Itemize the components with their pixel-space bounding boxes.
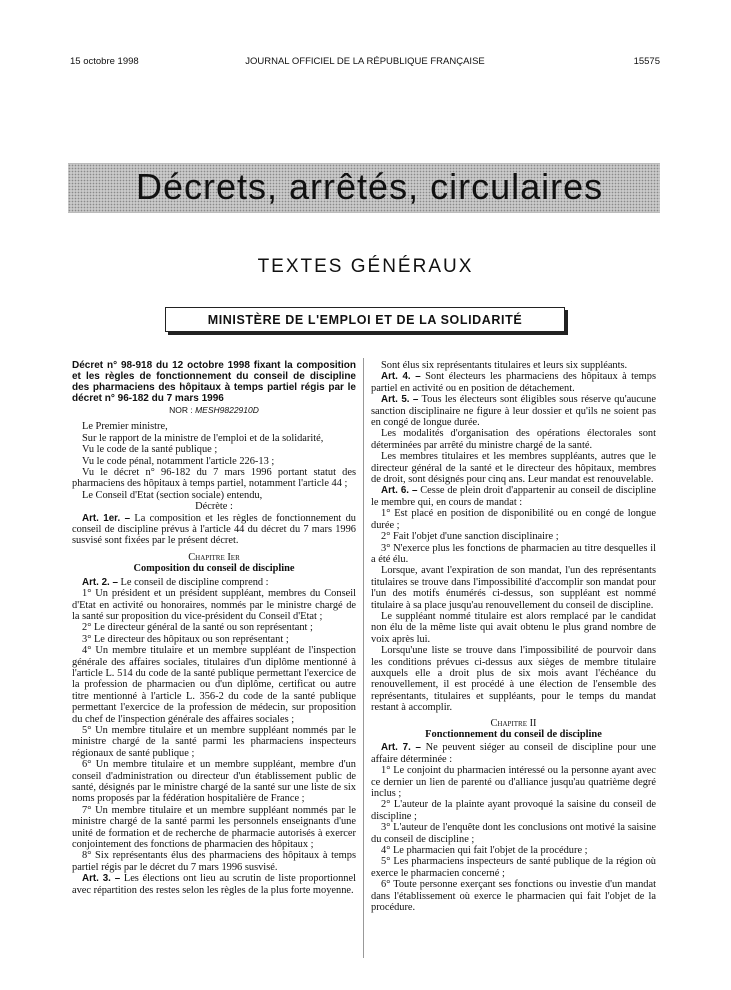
decrete-line: Décrète : (195, 501, 233, 513)
chapter-label: Chapitre II (490, 717, 537, 729)
article-text: Les élections ont lieu au scrutin de liste proportionnel avec répartition des restes selon les règles de la plus forte moyenne. (72, 873, 356, 896)
article-5 (371, 394, 656, 428)
article-label: Art. 1er. – (82, 512, 131, 524)
article-1 (72, 513, 356, 547)
preamble-line: Vu le décret n° 96-182 du 7 mars 1996 portant statut des pharmaciens des hôpitaux à temps partiel, notamment l'article 44 ; (72, 467, 356, 490)
list-item: 2° Fait l'objet d'une sanction disciplinaire ; (381, 531, 559, 543)
ministry-title: MINISTÈRE DE L'EMPLOI ET DE LA SOLIDARITÉ (207, 312, 523, 327)
article-label: Art. 7. – (381, 742, 422, 754)
ministry-box (165, 307, 565, 332)
paragraph: Lorsqu'une liste se trouve dans l'impossibilité de pourvoir dans les conditions prévues ci-dessus aux sièges de membre titulaire auxquels elle a droit plus de six mois avant l'échéance du renouvellement, il est procédé à une élection de l'ensemble des représentants, titulaires et suppléants, pour le temps du mandat restant à accomplir. (371, 645, 656, 714)
chapter-title: Fonctionnement du conseil de discipline (425, 729, 602, 740)
article-label: Art. 6. – (381, 485, 418, 497)
paragraph: Le suppléant nommé titulaire est alors remplacé par le candidat non élu de la même liste qui avait obtenu le plus grand nombre de voix après lui. (371, 610, 656, 645)
nor-value: MESH9822910D (195, 405, 259, 415)
article-text: Ne peuvent siéger au conseil de discipline pour une affaire déterminée : (371, 742, 657, 765)
paragraph: Lorsque, avant l'expiration de son mandat, l'un des représentants titulaires se trouve dans l'impossibilité d'accomplir son mandat pour l'un des motifs énumérés ci-dessus, son suppléant est nommé titulaire à sa place jusqu'au renouvellement du conseil de discipline. (371, 565, 656, 611)
article-3 (72, 873, 356, 896)
article-text: Tous les électeurs sont éligibles sous réserve qu'aucune sanction disciplinaire ne figure à leur dossier et qu'ils ne soient pas en congé de longue durée. (371, 394, 656, 429)
preamble-line: Vu le code pénal, notamment l'article 226-13 ; (82, 455, 275, 467)
list-item: 3° N'exerce plus les fonctions de pharmacien au titre desquelles il a été élu. (371, 542, 656, 565)
section-title: TEXTES GÉNÉRAUX (257, 256, 474, 277)
article-label: Art. 2. – (82, 576, 118, 588)
article-text: Le conseil de discipline comprend : (120, 576, 269, 588)
preamble-line: Le Premier ministre, (82, 421, 168, 433)
list-item: 2° Le directeur général de la santé ou son représentant ; (82, 622, 313, 634)
list-item: 4° Le pharmacien qui fait l'objet de la procédure ; (381, 845, 588, 857)
banner-title: Décrets, arrêtés, circulaires (136, 166, 604, 207)
right-column (371, 360, 656, 914)
column-divider (363, 358, 364, 958)
article-label: Art. 4. – (381, 371, 421, 383)
list-item: 1° Le conjoint du pharmacien intéressé ou la personne ayant avec ce dernier un lien de parenté ou d'alliance jusqu'au quatrième degré inclus ; (371, 765, 656, 800)
list-item: 5° Un membre titulaire et un membre suppléant nommés par le ministre chargé de la santé parmi les pharmaciens inspecteurs régionaux de santé publique ; (72, 724, 356, 759)
preamble-line: Sur le rapport de la ministre de l'emploi et de la solidarité, (82, 432, 324, 444)
list-item: 6° Toute personne exerçant ses fonctions ou investie d'un mandat dans l'établissement où exerce le pharmacien qui fait l'objet de la procédure. (371, 879, 656, 914)
preamble-line: Vu le code de la santé publique ; (82, 444, 218, 456)
list-item: 1° Est placé en position de disponibilité ou en congé de longue durée ; (371, 508, 656, 531)
list-item: 3° Le directeur des hôpitaux ou son représentant ; (82, 633, 289, 645)
header-page-number: 15575 (633, 56, 660, 67)
list-item: 1° Un président et un président suppléant, membres du Conseil d'Etat en activité ou honoraires, nommés par le ministre chargé de la santé sur proposition du vice-président du Conseil d'Etat ; (72, 588, 356, 622)
list-item: 5° Les pharmaciens inspecteurs de santé publique de la région où exerce le pharmacien concerné ; (371, 856, 656, 879)
article-text: Sont électeurs les pharmaciens des hôpitaux à temps partiel en activité ou en position de détachement. (371, 371, 656, 394)
paragraph: Les modalités d'organisation des opérations électorales sont déterminées par arrêté du ministre chargé de la santé. (371, 428, 656, 451)
preamble-line: Le Conseil d'Etat (section sociale) entendu, (82, 489, 263, 501)
article-2 (72, 577, 356, 588)
article-text: La composition et les règles de fonctionnement du conseil de discipline prévus à l'article 44 du décret du 7 mars 1996 susvisé sont fixées par le présent décret. (72, 512, 356, 547)
decree-title: Décret n° 98-918 du 12 octobre 1998 fixant la composition et les règles de fonctionnement du conseil de discipline des pharmaciens des hôpitaux à temps partiel régis par le décret n° 96-182 du 7 mars 1996 (72, 360, 356, 404)
article-text: Cesse de plein droit d'appartenir au conseil de discipline le membre qui, en cours de mandat : (371, 485, 656, 508)
article-6 (371, 485, 656, 508)
article-7 (371, 742, 656, 765)
header-date: 15 octobre 1998 (70, 56, 139, 67)
list-item: 2° L'auteur de la plainte ayant provoqué la saisine du conseil de discipline ; (371, 799, 656, 822)
article-label: Art. 5. – (381, 394, 419, 406)
article-4 (371, 371, 656, 394)
paragraph: Sont élus six représentants titulaires et leurs six suppléants. (381, 360, 628, 371)
header-journal: JOURNAL OFFICIEL DE LA RÉPUBLIQUE FRANÇAISE (245, 56, 485, 67)
section-banner (68, 163, 660, 213)
nor-label: NOR : (169, 405, 193, 415)
chapter-title: Composition du conseil de discipline (133, 563, 295, 575)
list-item: 7° Un membre titulaire et un membre suppléant nommés par le ministre chargé de la santé parmi les personnels enseignants d'une unité de formation et de recherche de pharmacie autorisés à exercer conjointement des fonctions de pharmacien des hôpitaux ; (72, 804, 356, 851)
list-item: 3° L'auteur de l'enquête dont les conclusions ont motivé la saisine du conseil de discipline ; (371, 822, 656, 845)
nor-line (72, 405, 356, 416)
list-item: 6° Un membre titulaire et un membre suppléant, membre d'un conseil d'administration ou directeur d'un établissement public de santé, désignés par le ministre chargé de la santé sur une liste de six noms proposés par la fédération hospitalière de France ; (72, 759, 356, 805)
article-label: Art. 3. – (82, 873, 121, 885)
chapter-label: Chapitre Ier (188, 551, 240, 563)
list-item: 8° Six représentants élus des pharmaciens des hôpitaux à temps partiel régis par le décret du 7 mars 1996 susvisé. (72, 850, 356, 873)
paragraph: Les membres titulaires et les membres suppléants, autres que le directeur général de la santé et le directeur des hôpitaux, membres de droit, sont désignés pour cinq ans. Leur mandat est renouvelable. (371, 451, 656, 486)
list-item: 4° Un membre titulaire et un membre suppléant de l'inspection générale des affaires sociales, titulaires d'un diplôme mentionné à l'article L. 514 du code de la santé publique permettant l'exercice de la profession de pharmacien ou d'un diplôme, certificat ou autre titre mentionné à l'article L. 356-2 du code de la santé publique permettant l'exercice de la profession de médecin, sur proposition du chef de l'inspection générale des affaires sociales ; (72, 645, 356, 725)
left-column (72, 360, 356, 896)
